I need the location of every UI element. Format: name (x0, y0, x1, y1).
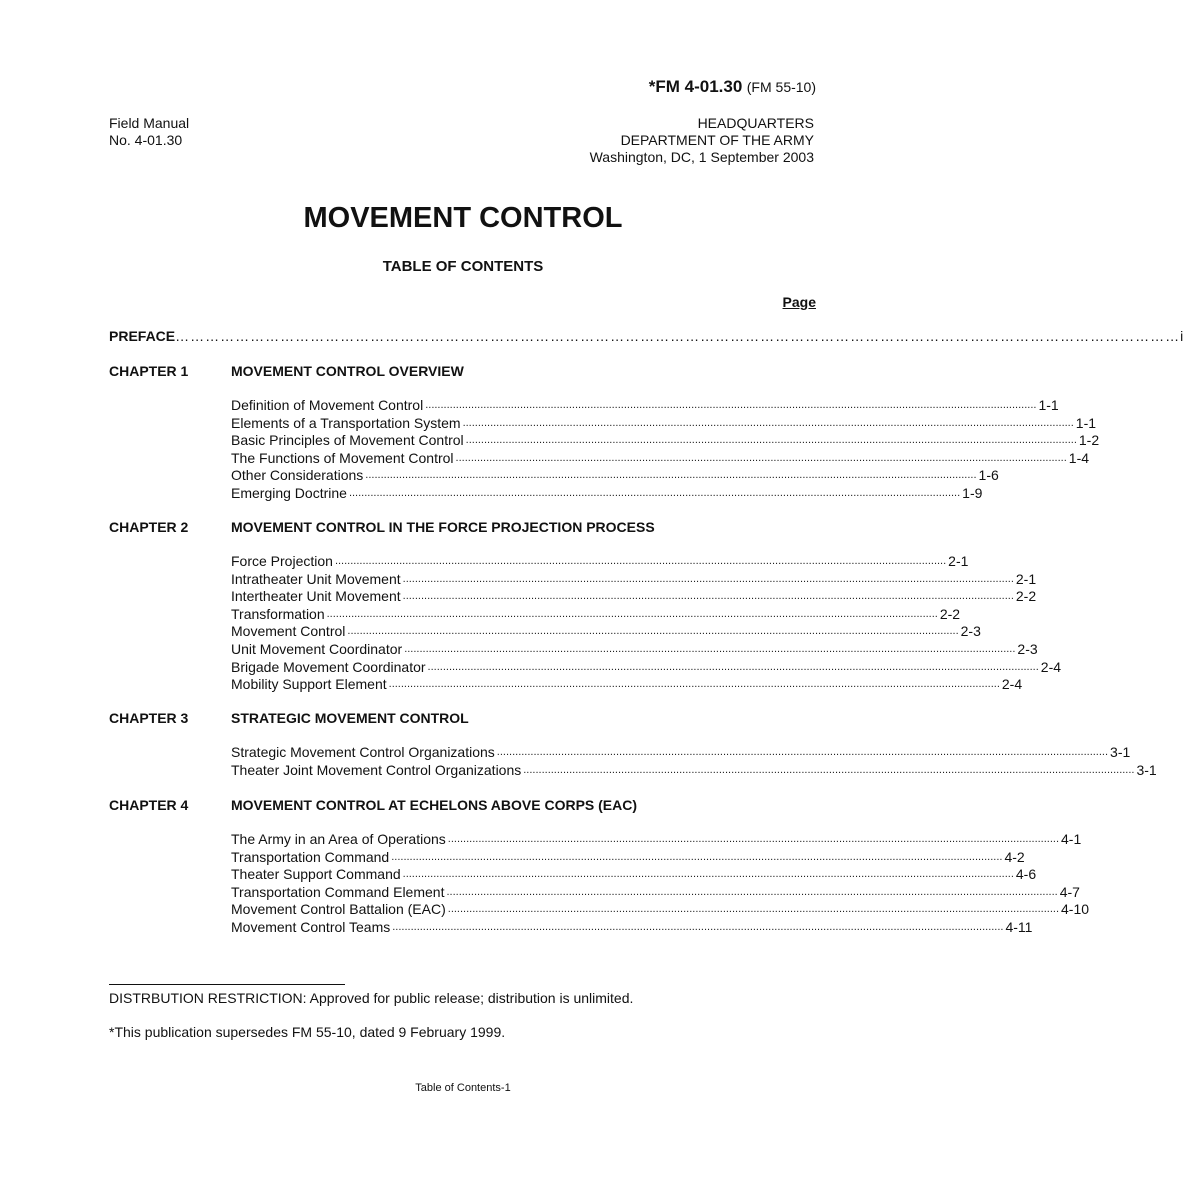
toc-entry-page: 1-2 (1078, 432, 1100, 449)
chapter-3-entries (231, 744, 1157, 779)
toc-entry-title: Intertheater Unit Movement (231, 588, 401, 605)
toc-entry-title: Elements of a Transportation System (231, 414, 461, 431)
chapter-2-entries (231, 553, 1062, 694)
chapter-number: CHAPTER 4 (109, 797, 189, 813)
leader-dots (495, 744, 1110, 762)
chapter-title: MOVEMENT CONTROL AT ECHELONS ABOVE CORPS (EAC) (231, 797, 638, 813)
leader-dots (426, 659, 1041, 677)
toc-entry-page: 2-3 (960, 623, 981, 640)
leader-dots (464, 432, 1079, 450)
leader-dots (444, 884, 1059, 902)
leader-dots (521, 762, 1136, 780)
toc-entry-title: Basic Principles of Movement Control (231, 432, 464, 449)
toc-entry-title: Transportation Command (231, 848, 390, 865)
leader-dots (401, 866, 1016, 884)
toc-entry[interactable] (231, 484, 983, 503)
toc-entry[interactable] (231, 432, 1100, 450)
toc-entry-page: 4-1 (1061, 831, 1082, 847)
toc-entry[interactable] (231, 588, 1037, 606)
preface-label: PREFACE (109, 328, 176, 344)
toc-entry-title: Transportation Command Element (231, 883, 445, 900)
chapter-number: CHAPTER 2 (109, 519, 189, 535)
toc-entry[interactable] (231, 414, 1097, 433)
leader-dots (363, 467, 978, 485)
toc-entry-page: 1-6 (978, 467, 999, 484)
pub-number-main: *FM 4-01.30 (648, 77, 743, 96)
toc-entry-page: 4-2 (1004, 848, 1025, 865)
toc-entry-title: Brigade Movement Coordinator (231, 658, 426, 675)
toc-entry[interactable] (231, 676, 1023, 694)
leader-dots (423, 397, 1038, 415)
toc-entry-page: 2-4 (1001, 676, 1023, 693)
toc-entry-title: Unit Movement Coordinator (231, 640, 403, 657)
toc-entry[interactable] (231, 658, 1062, 677)
toc-entry-title: Theater Joint Movement Control Organizations (231, 761, 522, 778)
toc-entry-page: 1-4 (1068, 449, 1090, 466)
chapter-1-entries (231, 397, 1100, 503)
toc-entry[interactable] (231, 605, 961, 624)
toc-entry-title: Other Considerations (231, 467, 364, 484)
leader-dots (454, 450, 1069, 468)
toc-entry[interactable] (231, 553, 969, 571)
page-footer: Table of Contents-1 (415, 1082, 511, 1094)
toc-entry-page: 3-1 (1136, 761, 1157, 778)
toc-entry-title: The Army in an Area of Operations (231, 831, 446, 847)
toc-entry-title: Transformation (231, 605, 325, 622)
document-title: MOVEMENT CONTROL (303, 202, 623, 234)
toc-entry-page: 4-7 (1059, 883, 1080, 900)
toc-entry[interactable] (231, 467, 999, 485)
toc-entry-page: 2-3 (1017, 640, 1038, 657)
toc-entry[interactable] (231, 901, 1090, 919)
footnote-divider (109, 984, 345, 985)
headquarters-block (590, 115, 814, 166)
pub-number-superseded: (FM 55-10) (746, 79, 816, 95)
field-manual-block (109, 115, 189, 149)
leader-dots (325, 606, 940, 624)
leader-dots (333, 553, 948, 571)
page-column-header: Page (782, 294, 816, 310)
toc-entry-title: Movement Control (231, 623, 346, 640)
chapter-number: CHAPTER 3 (109, 710, 189, 726)
leader-dots (446, 831, 1061, 849)
toc-entry[interactable] (231, 640, 1038, 659)
distribution-restriction: DISTRBUTION RESTRICTION: Approved for public release; distribution is unlimited. (109, 990, 634, 1006)
toc-entry-title: Movement Control Teams (231, 918, 391, 935)
toc-entry-title: The Functions of Movement Control (231, 449, 454, 466)
toc-entry-page: 2-2 (939, 605, 961, 622)
chapter-title: STRATEGIC MOVEMENT CONTROL (231, 710, 469, 726)
toc-heading: TABLE OF CONTENTS (382, 258, 544, 275)
toc-entry-title: Emerging Doctrine (231, 484, 347, 501)
toc-entry[interactable] (231, 883, 1080, 902)
department-label: DEPARTMENT OF THE ARMY (620, 132, 814, 148)
leader-dots (390, 919, 1005, 937)
chapter-number: CHAPTER 1 (109, 363, 189, 379)
supersedes-note: *This publication supersedes FM 55-10, dated 9 February 1999. (109, 1024, 506, 1040)
toc-entry[interactable] (231, 761, 1157, 780)
toc-entry-title: Mobility Support Element (231, 676, 387, 693)
toc-entry[interactable] (231, 449, 1090, 468)
publication-number (649, 77, 816, 97)
location-date: Washington, DC, 1 September 2003 (589, 149, 814, 165)
headquarters-label: HEADQUARTERS (697, 115, 814, 131)
toc-entry-page: 2-1 (948, 553, 969, 569)
toc-entry[interactable] (231, 866, 1037, 884)
chapter-4-entries (231, 831, 1090, 937)
toc-entry[interactable] (231, 623, 981, 641)
toc-entry-page: 4-11 (1005, 918, 1033, 935)
leader-dots (387, 676, 1002, 694)
toc-entry[interactable] (231, 918, 1033, 937)
leader-dots (389, 849, 1004, 867)
preface-page: i (1180, 328, 1183, 344)
leader-dots (446, 901, 1061, 919)
toc-entry[interactable] (231, 570, 1037, 589)
toc-entry[interactable] (231, 848, 1025, 867)
toc-entry-page: 1-1 (1038, 397, 1059, 413)
toc-entry[interactable] (231, 831, 1082, 849)
toc-entry[interactable] (231, 744, 1131, 762)
toc-entry-title: Definition of Movement Control (231, 397, 424, 413)
toc-entry-title: Intratheater Unit Movement (231, 570, 401, 587)
leader-dots (402, 641, 1017, 659)
toc-entry-page: 2-4 (1040, 658, 1062, 675)
leader-dots (461, 415, 1076, 433)
toc-entry-title: Theater Support Command (231, 866, 401, 883)
toc-entry-title: Strategic Movement Control Organizations (231, 744, 495, 760)
toc-preface-entry[interactable] (109, 328, 1183, 344)
chapter-title: MOVEMENT CONTROL IN THE FORCE PROJECTION PROCESS (231, 519, 655, 535)
toc-entry-title: Force Projection (231, 553, 333, 569)
toc-entry[interactable] (231, 397, 1059, 415)
toc-entry-page: 4-10 (1061, 901, 1090, 918)
leader-dots (347, 485, 962, 503)
toc-entry-title: Movement Control Battalion (EAC) (231, 901, 446, 918)
toc-entry-page: 4-6 (1015, 866, 1037, 883)
toc-entry-page: 3-1 (1110, 744, 1131, 760)
toc-entry-page: 2-2 (1015, 588, 1037, 605)
leader-dots (401, 571, 1016, 589)
toc-entry-page: 1-1 (1075, 414, 1097, 431)
toc-entry-page: 1-9 (962, 484, 983, 501)
leader-dots: ………………………………………………………………………………………………………………………………………………………………………………… (175, 328, 1181, 344)
field-manual-number: No. 4-01.30 (109, 132, 183, 148)
leader-dots (401, 588, 1016, 606)
chapter-title: MOVEMENT CONTROL OVERVIEW (231, 363, 464, 379)
leader-dots (345, 623, 960, 641)
toc-entry-page: 2-1 (1015, 570, 1037, 587)
field-manual-label: Field Manual (109, 115, 190, 131)
